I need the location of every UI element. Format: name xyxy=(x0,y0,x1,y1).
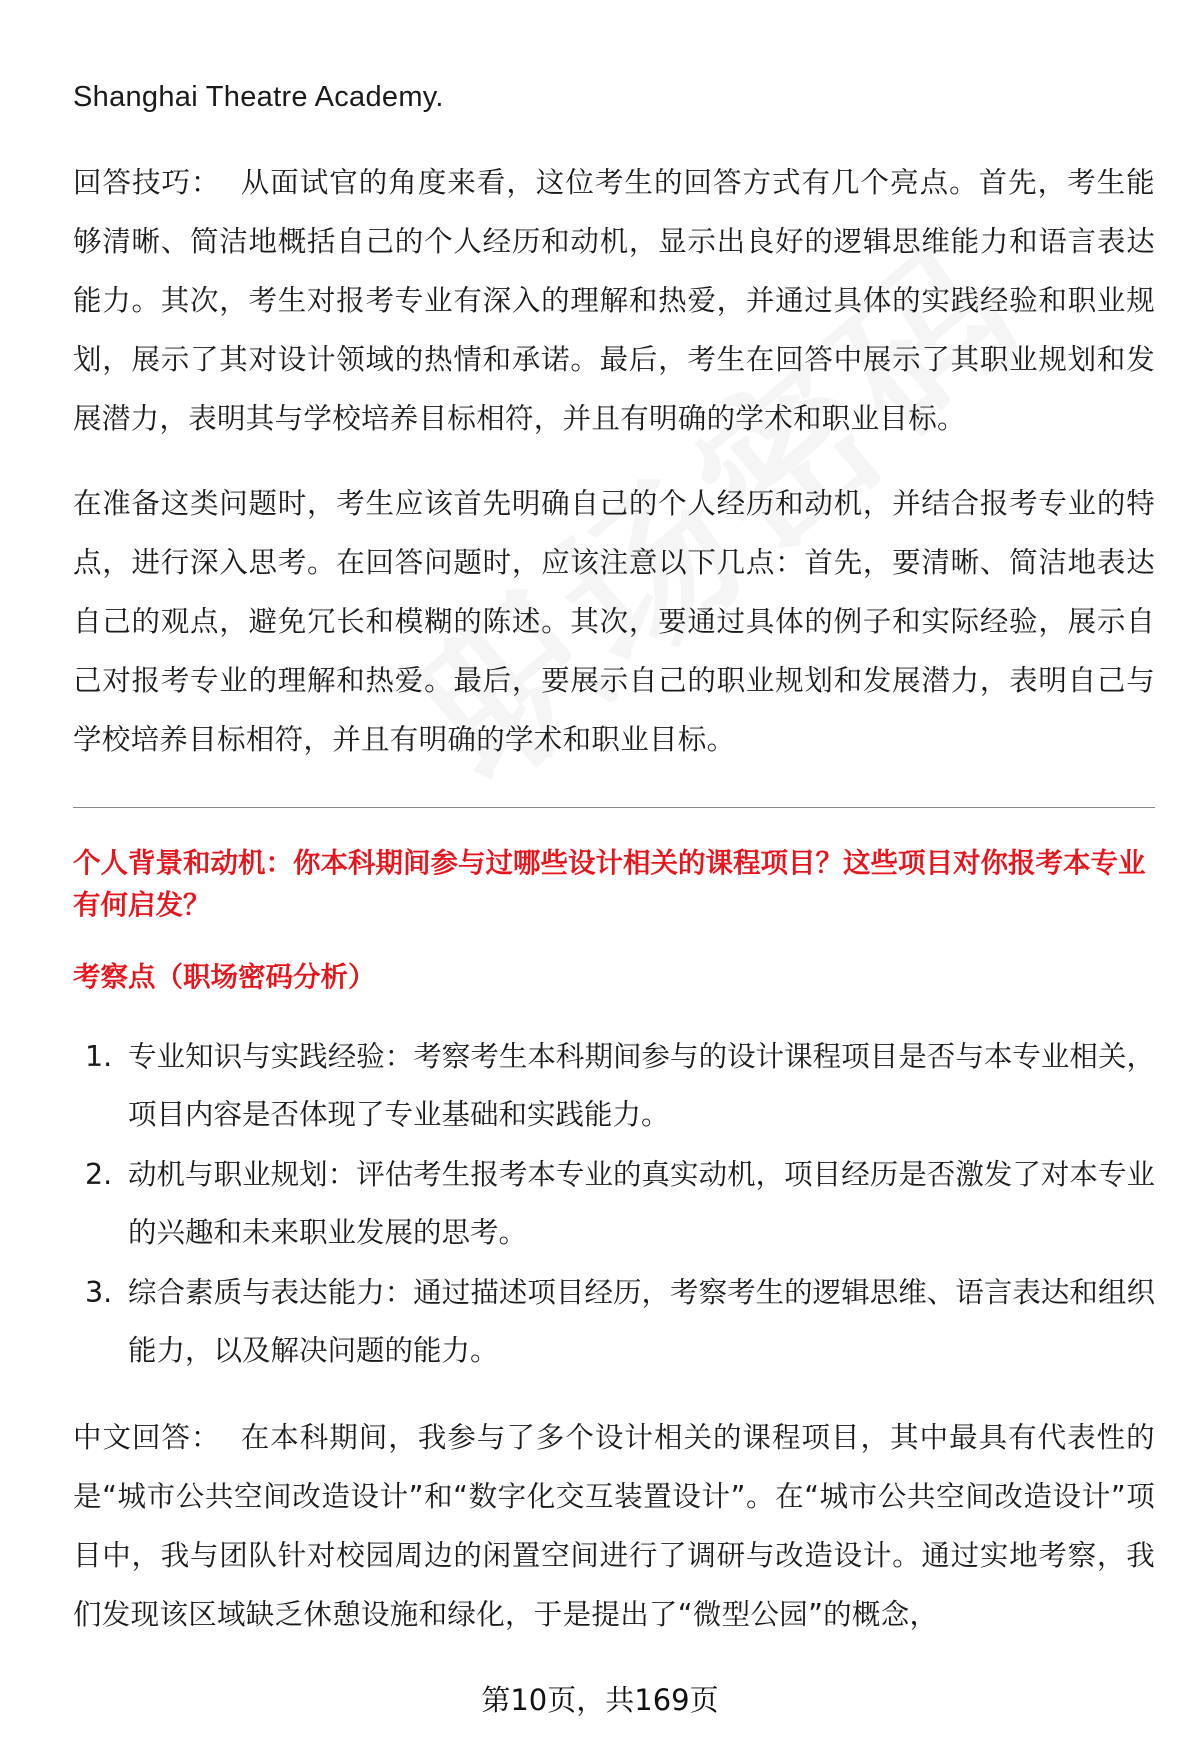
tips-text: 从面试官的角度来看，这位考生的回答方式有几个亮点。首先，考生能够清晰、简洁地概括自己的个人经历和动机，显示出良好的逻辑思维能力和语言表达能力。其次，考生对报考专业有深入的理解和热爱，并通过具体的实践经验和职业规划，展示了其对设计领域的热情和承诺。最后，考生在回答中展示了其职业规划和发展潜力，表明其与学校培养目标相符，并且有明确的学术和职业目标。 xyxy=(73,166,1155,435)
list-item-text: 专业知识与实践经验：考察考生本科期间参与的设计课程项目是否与本专业相关，项目内容是否体现了专业基础和实践能力。 xyxy=(128,1040,1155,1131)
list-item-number: 1. xyxy=(85,1040,113,1073)
answer-paragraph xyxy=(73,1408,1155,1644)
section-divider xyxy=(73,807,1155,808)
list-item-text: 综合素质与表达能力：通过描述项目经历，考察考生的逻辑思维、语言表达和组织能力，以及解决问题的能力。 xyxy=(128,1276,1155,1367)
list-item xyxy=(73,1146,1155,1262)
answer-label: 中文回答： xyxy=(73,1421,221,1454)
page-content xyxy=(73,68,1155,1644)
page-footer: 第10页，共169页 xyxy=(481,1683,719,1717)
tips-label: 回答技巧： xyxy=(73,166,221,199)
answer-text: 在本科期间，我参与了多个设计相关的课程项目，其中最具有代表性的是“城市公共空间改造设计”和“数字化交互装置设计”。在“城市公共空间改造设计”项目中，我与团队针对校园周边的闲置空间进行了调研与改造设计。通过实地考察，我们发现该区域缺乏休憩设施和绿化，于是提出了“微型公园”的概念， xyxy=(73,1421,1155,1631)
exam-points-title: 考察点（职场密码分析） xyxy=(73,961,376,993)
list-item xyxy=(73,1264,1155,1380)
list-item-text: 动机与职业规划：评估考生报考本专业的真实动机，项目经历是否激发了对本专业的兴趣和未来职业发展的思考。 xyxy=(128,1158,1155,1249)
intro-line: Shanghai Theatre Academy. xyxy=(73,81,444,113)
tips-paragraph xyxy=(73,153,1155,448)
list-item xyxy=(73,1028,1155,1144)
exam-points-list xyxy=(73,1028,1155,1380)
question-heading: 个人背景和动机：你本科期间参与过哪些设计相关的课程项目？这些项目对你报考本专业有何启发？ xyxy=(73,847,1146,921)
list-item-number: 2. xyxy=(85,1158,113,1191)
prep-paragraph: 在准备这类问题时，考生应该首先明确自己的个人经历和动机，并结合报考专业的特点，进行深入思考。在回答问题时，应该注意以下几点：首先，要清晰、简洁地表达自己的观点，避免冗长和模糊的陈述。其次，要通过具体的例子和实际经验，展示自己对报考专业的理解和热爱。最后，要展示自己的职业规划和发展潜力，表明自己与学校培养目标相符，并且有明确的学术和职业目标。 xyxy=(73,487,1155,756)
list-item-number: 3. xyxy=(85,1276,113,1309)
